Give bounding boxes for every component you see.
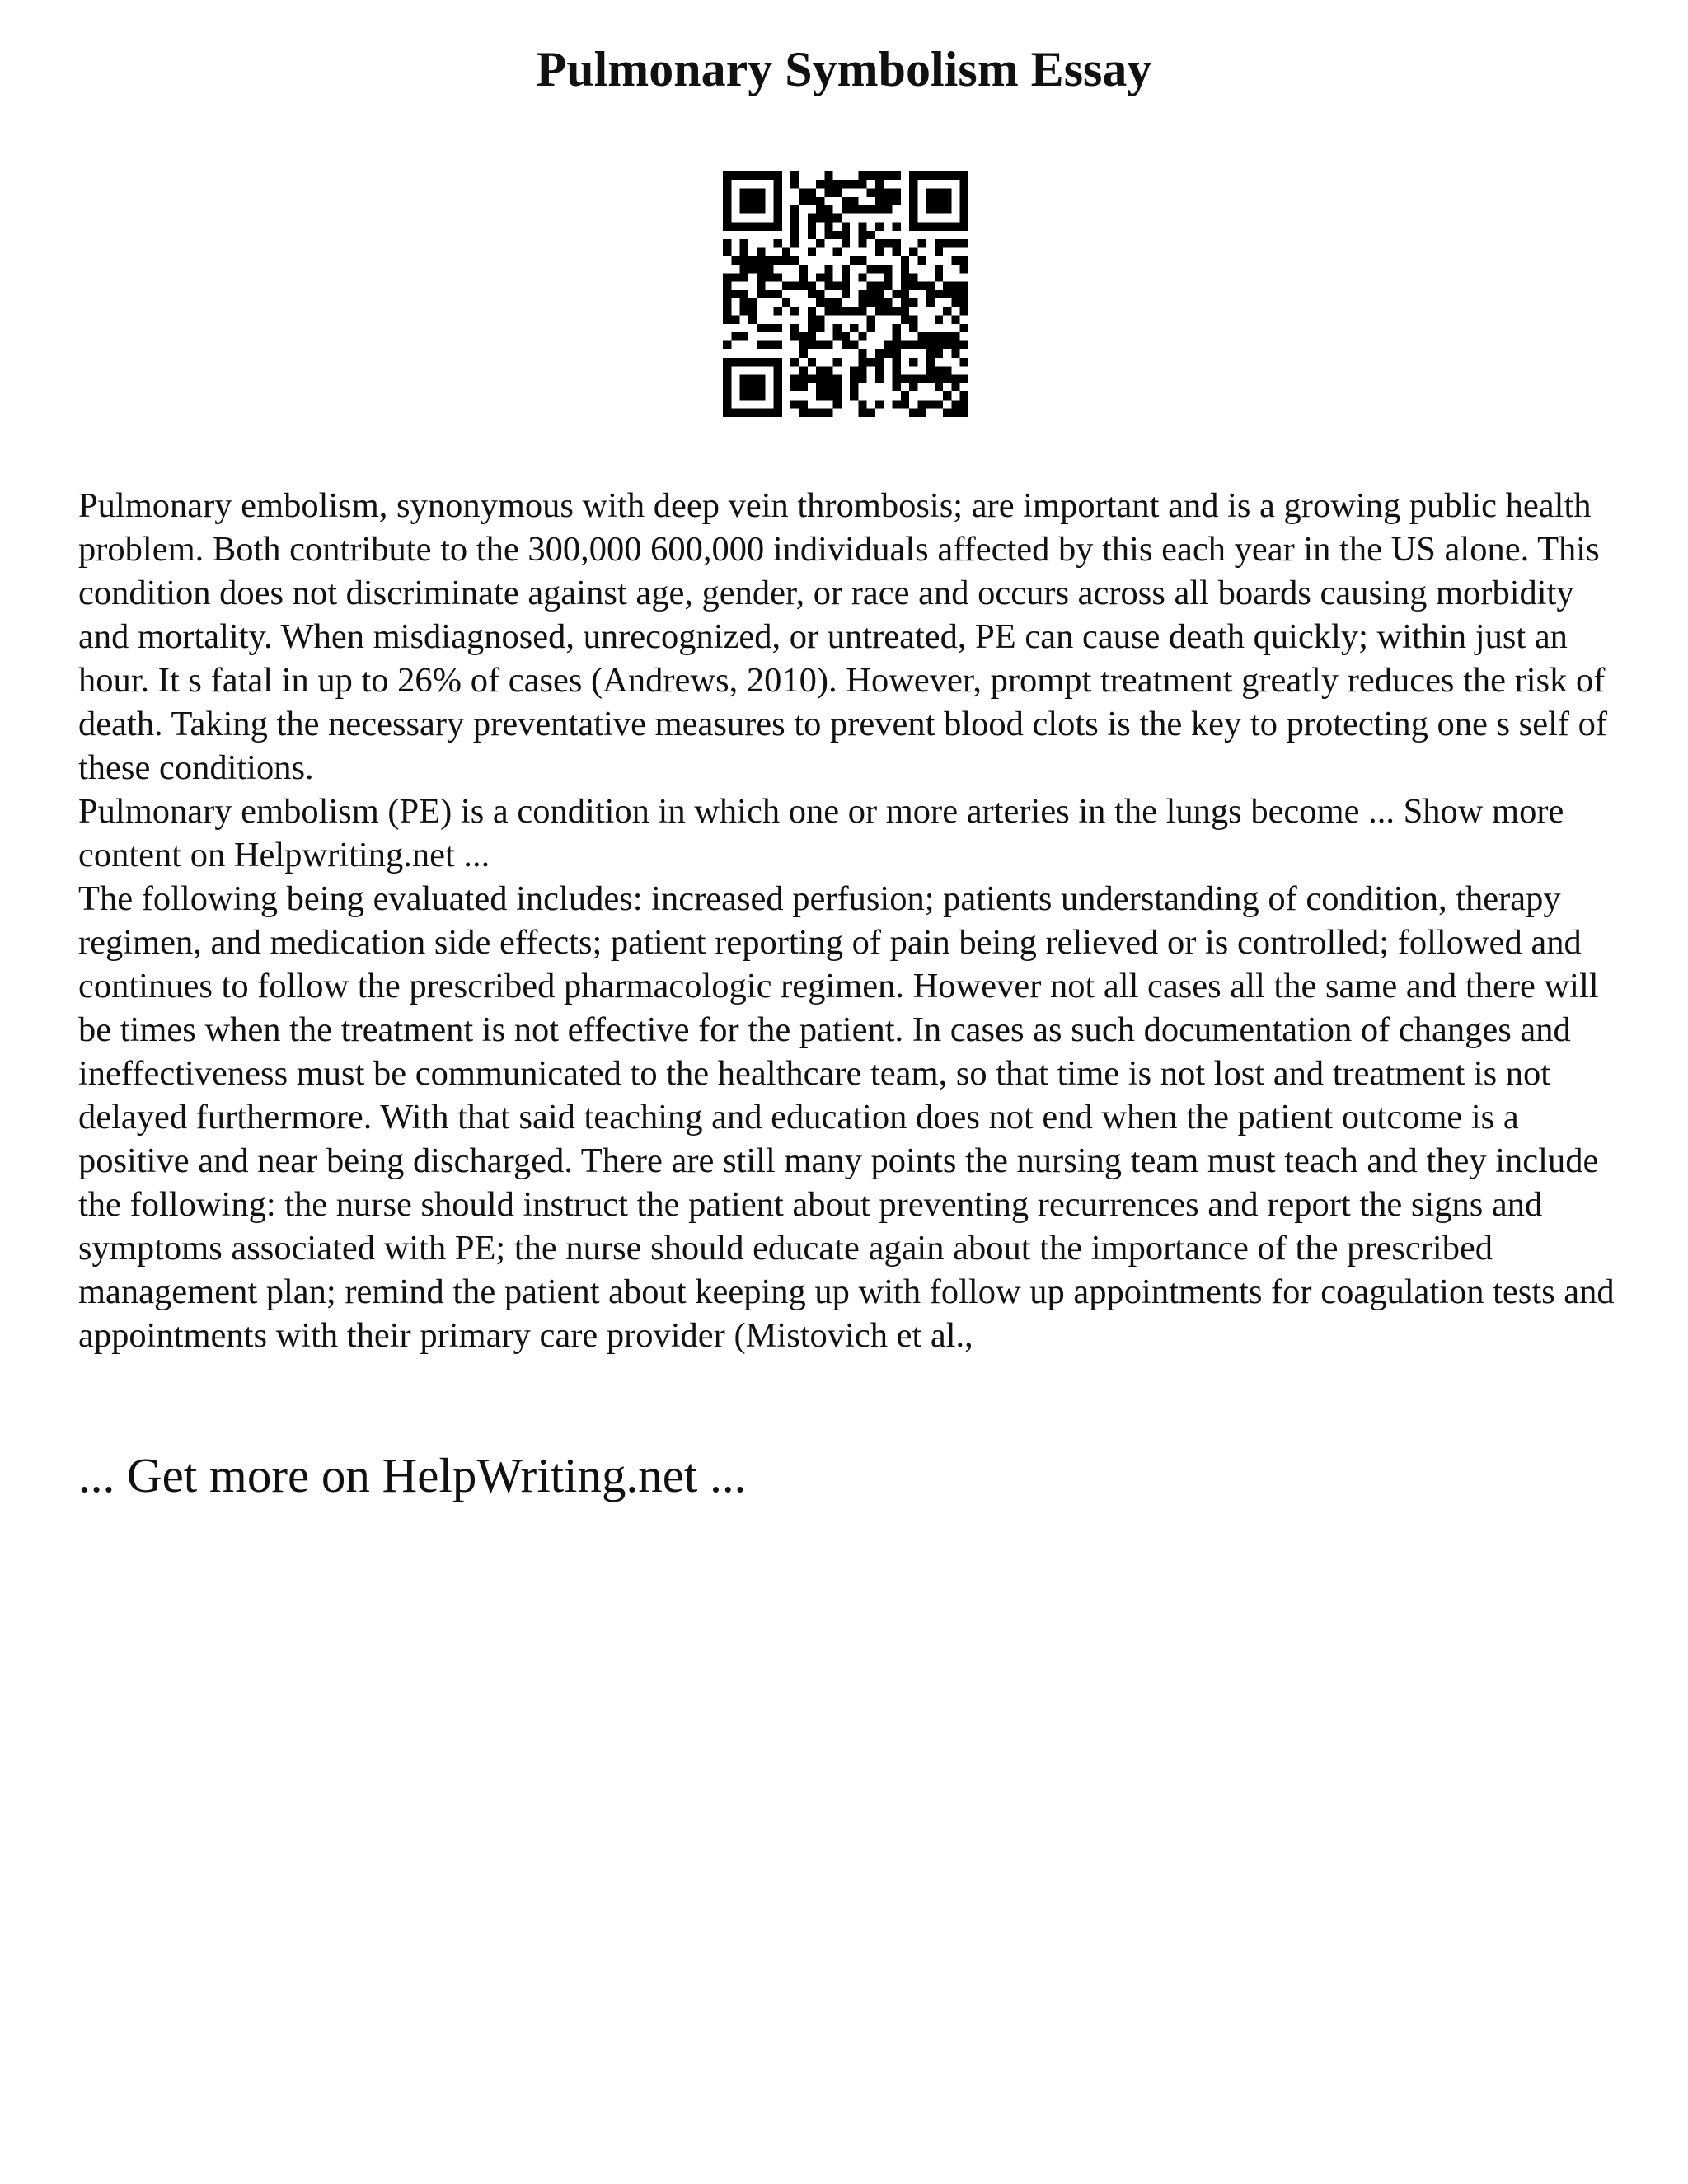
essay-paragraph-2: Pulmonary embolism (PE) is a condition in which one or more arteries in the lungs become ... Show more content on Helpwriting.net ... bbox=[78, 792, 1564, 874]
qr-code-icon bbox=[723, 171, 968, 417]
essay-paragraph-3: The following being evaluated includes: increased perfusion; patients understanding of condition, therapy regimen, and medication side effects; patient reporting of pain being relieved or is controlled; followed and continues to follow the prescribed pharmacologic regimen. However not all cases all the same and there will be times when the treatment is not effective for the patient. In cases as such documentation of changes and ineffectiveness must be communicated to the healthcare team, so that time is not lost and treatment is not delayed furthermore. With that said teaching and education does not end when the patient outcome is a positive and near being discharged. There are still many points the nursing team must teach and they include the following: the nurse should instruct the patient about preventing recurrences and report the signs and symptoms associated with PE; the nurse should educate again about the importance of the prescribed management plan; remind the patient about keeping up with follow up appointments for coagulation tests and appointments with their primary care provider (Mistovich et al., bbox=[78, 879, 1615, 1355]
get-more-link[interactable]: ... Get more on HelpWriting.net ... bbox=[78, 1448, 747, 1502]
page-title: Pulmonary Symbolism Essay bbox=[536, 42, 1152, 96]
essay-paragraph-1: Pulmonary embolism, synonymous with deep vein thrombosis; are important and is a growing public health problem. Both contribute to the 300,000 600,000 individuals affected by this each year in the US alone. This condition does not discriminate against age, gender, or race and occurs across all boards causing morbidity and mortality. When misdiagnosed, unrecognized, or untreated, PE can cause death quickly; within just an hour. It s fatal in up to 26% of cases (Andrews, 2010). However, prompt treatment greatly reduces the risk of death. Taking the necessary preventative measures to prevent blood clots is the key to protecting one s self of these conditions. bbox=[78, 486, 1608, 787]
essay-body bbox=[78, 484, 1628, 1357]
